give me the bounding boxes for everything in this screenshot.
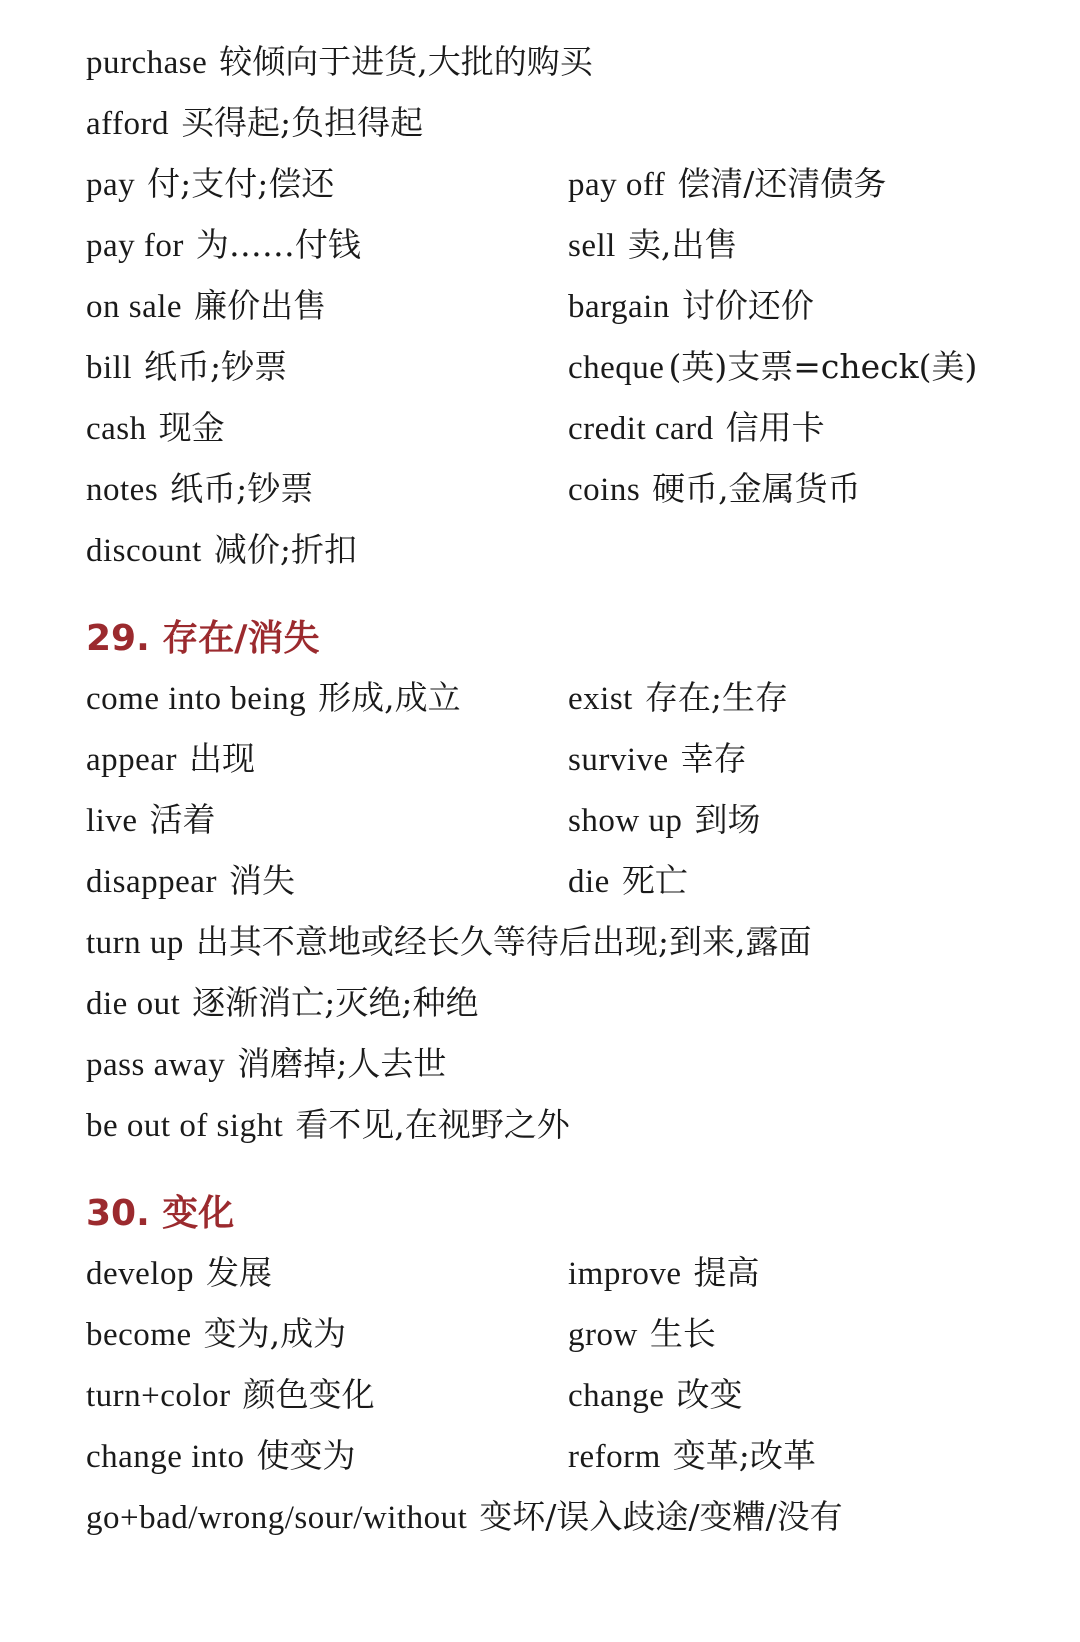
- vocab-meaning: 现金: [158, 408, 225, 447]
- vocab-entry: [568, 1304, 716, 1365]
- vocab-entry: [86, 1034, 446, 1095]
- vocab-meaning: 存在;生存: [644, 678, 788, 717]
- vocab-entry: [568, 668, 788, 729]
- vocab-meaning: 形成,成立: [318, 678, 461, 717]
- vocab-entry: [568, 215, 737, 276]
- vocab-term: reform: [568, 1439, 661, 1475]
- vocab-term: cheque: [568, 350, 665, 386]
- vocab-term: discount: [86, 533, 202, 569]
- vocab-meaning: 使变为: [256, 1436, 356, 1475]
- vocab-meaning: 变革;改革: [672, 1436, 816, 1475]
- vocab-row: [0, 32, 1080, 92]
- vocab-row: [0, 790, 1080, 850]
- vocab-term: change into: [86, 1439, 245, 1475]
- vocab-meaning: 逐渐消亡;灭绝;种绝: [192, 983, 479, 1022]
- vocab-term: show up: [568, 803, 683, 839]
- vocab-term: coins: [568, 472, 641, 508]
- vocab-entry: [568, 459, 861, 520]
- vocab-entry: [568, 276, 814, 337]
- vocab-meaning: 较倾向于进货,大批的购买: [219, 42, 593, 81]
- vocab-term: be out of sight: [86, 1108, 284, 1144]
- vocab-term: develop: [86, 1256, 194, 1292]
- vocab-meaning: 幸存: [680, 739, 747, 778]
- vocab-meaning: 卖,出售: [627, 225, 738, 264]
- vocab-term: survive: [568, 742, 669, 778]
- vocab-entry: [86, 790, 215, 851]
- vocab-term: pass away: [86, 1047, 226, 1083]
- vocab-entry: [86, 154, 334, 215]
- vocab-meaning: (英)支票=check(美): [668, 347, 978, 386]
- vocab-term: change: [568, 1378, 665, 1414]
- vocab-entry: [86, 1095, 570, 1156]
- vocab-entry: [86, 973, 478, 1034]
- vocab-term: purchase: [86, 45, 208, 81]
- vocab-meaning: 纸币;钞票: [144, 347, 288, 386]
- vocab-row: [0, 1304, 1080, 1364]
- vocab-row: [0, 1243, 1080, 1303]
- vocab-entry: [86, 1243, 272, 1304]
- vocab-row: [0, 93, 1080, 153]
- vocab-meaning: 变坏/误入歧途/变糟/没有: [479, 1497, 843, 1536]
- vocab-meaning: 信用卡: [725, 408, 825, 447]
- vocab-term: improve: [568, 1256, 682, 1292]
- vocab-meaning: 买得起;负担得起: [181, 103, 424, 142]
- vocab-entry: [568, 1426, 816, 1487]
- vocab-term: notes: [86, 472, 159, 508]
- vocab-term: disappear: [86, 864, 217, 900]
- vocab-meaning: 发展: [205, 1253, 272, 1292]
- section-heading-30: 30. 变化: [86, 1193, 235, 1234]
- vocab-meaning: 出现: [188, 739, 255, 778]
- vocab-meaning: 生长: [649, 1314, 716, 1353]
- vocab-entry: [86, 912, 812, 973]
- vocab-row: [0, 520, 1080, 580]
- vocab-entry: [86, 1304, 346, 1365]
- vocab-meaning: 变为,成为: [203, 1314, 347, 1353]
- vocab-row: [0, 398, 1080, 458]
- vocab-meaning: 活着: [149, 800, 216, 839]
- vocab-entry: [86, 851, 295, 912]
- vocab-term: pay off: [568, 167, 666, 203]
- vocab-entry: [86, 520, 357, 581]
- vocab-row: [0, 912, 1080, 972]
- vocab-row: [0, 1426, 1080, 1486]
- vocab-term: appear: [86, 742, 177, 778]
- vocab-meaning: 为……付钱: [195, 225, 361, 264]
- vocab-entry: [568, 337, 977, 398]
- vocab-meaning: 付;支付;偿还: [147, 164, 335, 203]
- vocab-row: [0, 668, 1080, 728]
- vocab-meaning: 讨价还价: [681, 286, 814, 325]
- vocab-meaning: 偿清/还清债务: [677, 164, 887, 203]
- vocab-row: [0, 154, 1080, 214]
- vocab-entry: [568, 851, 688, 912]
- vocab-entry: [86, 668, 461, 729]
- vocab-term: afford: [86, 106, 170, 142]
- vocab-row: [0, 459, 1080, 519]
- vocab-term: exist: [568, 681, 633, 717]
- vocab-term: pay: [86, 167, 136, 203]
- vocab-entry: [86, 1365, 375, 1426]
- vocab-term: cash: [86, 411, 147, 447]
- vocab-term: become: [86, 1317, 192, 1353]
- vocab-term: die: [568, 864, 610, 900]
- vocab-entry: [86, 337, 287, 398]
- vocab-meaning: 消失: [228, 861, 295, 900]
- vocab-term: bill: [86, 350, 133, 386]
- vocab-entry: [568, 1365, 742, 1426]
- vocab-meaning: 到场: [694, 800, 761, 839]
- vocab-entry: [568, 729, 747, 790]
- vocab-entry: [86, 1487, 843, 1548]
- vocab-entry: [86, 1426, 356, 1487]
- vocab-entry: [86, 215, 361, 276]
- vocab-row: [0, 1095, 1080, 1155]
- vocab-row: [0, 215, 1080, 275]
- vocab-meaning: 出其不意地或经长久等待后出现;到来,露面: [195, 922, 812, 961]
- vocab-row: [0, 1034, 1080, 1094]
- vocab-entry: [86, 398, 225, 459]
- section-heading-29: 29. 存在/消失: [86, 618, 320, 659]
- vocab-row: [0, 1487, 1080, 1547]
- vocab-term: grow: [568, 1317, 638, 1353]
- vocab-entry: [568, 398, 825, 459]
- vocab-entry: [568, 154, 886, 215]
- vocab-meaning: 颜色变化: [242, 1375, 375, 1414]
- vocab-meaning: 消磨掉;人去世: [237, 1044, 447, 1083]
- vocab-term: die out: [86, 986, 181, 1022]
- vocab-entry: [568, 790, 760, 851]
- vocab-meaning: 改变: [676, 1375, 743, 1414]
- vocab-term: pay for: [86, 228, 184, 264]
- vocab-meaning: 看不见,在视野之外: [295, 1105, 570, 1144]
- vocab-term: on sale: [86, 289, 183, 325]
- vocab-meaning: 硬币,金属货币: [652, 469, 861, 508]
- vocab-term: live: [86, 803, 138, 839]
- vocab-row: [0, 276, 1080, 336]
- vocab-term: credit card: [568, 411, 714, 447]
- vocab-row: [0, 973, 1080, 1033]
- vocab-meaning: 减价;折扣: [213, 530, 357, 569]
- vocab-row: [0, 729, 1080, 789]
- vocab-meaning: 廉价出售: [194, 286, 327, 325]
- vocab-term: turn+color: [86, 1378, 231, 1414]
- vocab-row: [0, 1365, 1080, 1425]
- vocab-term: bargain: [568, 289, 670, 325]
- vocab-meaning: 死亡: [621, 861, 688, 900]
- vocab-term: go+bad/wrong/sour/without: [86, 1500, 468, 1536]
- vocab-entry: [86, 729, 255, 790]
- vocab-row: [0, 337, 1080, 397]
- vocab-term: come into being: [86, 681, 307, 717]
- vocab-entry: [86, 93, 423, 154]
- vocab-row: [0, 851, 1080, 911]
- vocab-entry: [568, 1243, 759, 1304]
- vocab-meaning: 提高: [693, 1253, 760, 1292]
- vocab-meaning: 纸币;钞票: [170, 469, 314, 508]
- vocab-term: sell: [568, 228, 616, 264]
- vocab-term: turn up: [86, 925, 184, 961]
- vocab-entry: [86, 459, 313, 520]
- vocab-entry: [86, 32, 593, 93]
- vocab-entry: [86, 276, 326, 337]
